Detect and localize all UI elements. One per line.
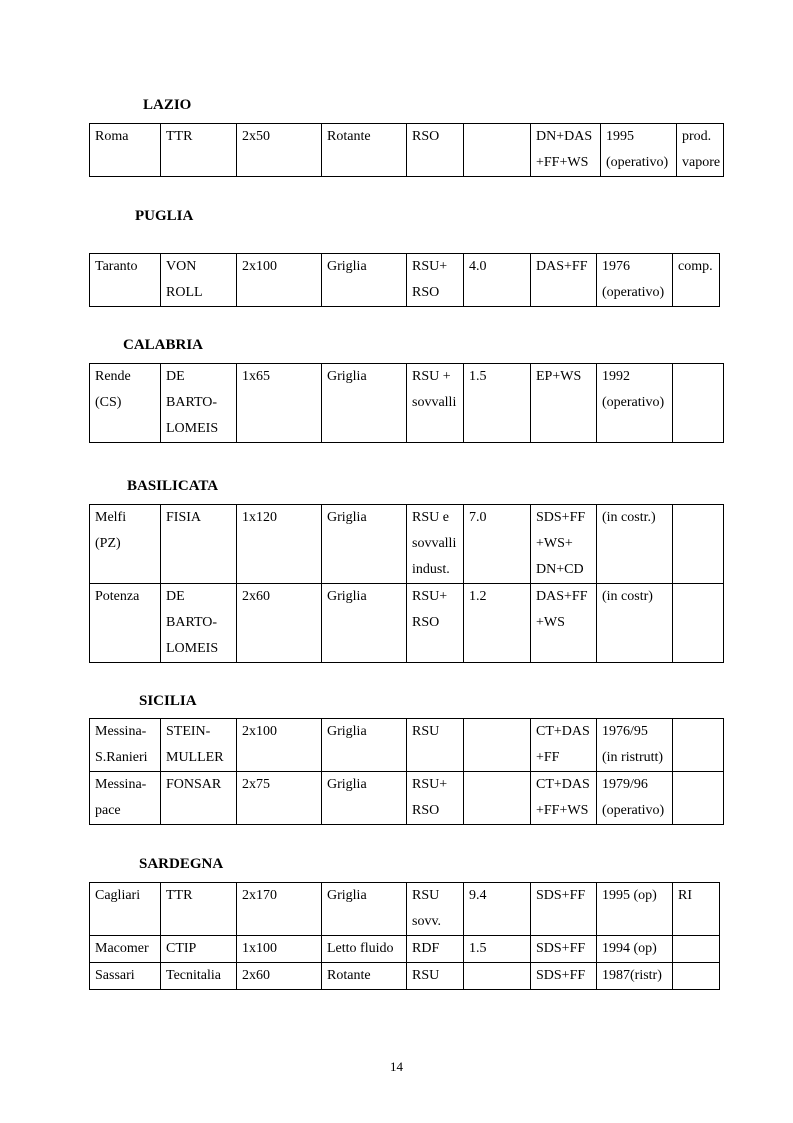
cell: 2x100 [237, 719, 322, 772]
cell: CTIP [161, 936, 237, 963]
cell: 1x100 [237, 936, 322, 963]
cell: FONSAR [161, 772, 237, 825]
cell: Griglia [322, 254, 407, 307]
cell [464, 719, 531, 772]
cell [673, 364, 724, 443]
cell: Tecnitalia [161, 963, 237, 990]
cell: 2x100 [237, 254, 322, 307]
cell: FISIA [161, 505, 237, 584]
cell: 1x65 [237, 364, 322, 443]
cell: Griglia [322, 505, 407, 584]
table-row [90, 772, 724, 825]
table-row [90, 364, 724, 443]
table-row [90, 254, 720, 307]
cell: Messina- pace [90, 772, 161, 825]
cell: SDS+FF +WS+ DN+CD [531, 505, 597, 584]
cell: Griglia [322, 364, 407, 443]
cell [673, 719, 724, 772]
cell: SDS+FF [531, 963, 597, 990]
table-sardegna [89, 882, 720, 990]
heading-basilicata: BASILICATA [127, 478, 219, 494]
cell: RDF [407, 936, 464, 963]
cell: Griglia [322, 584, 407, 663]
cell [673, 584, 724, 663]
cell [673, 505, 724, 584]
cell [464, 124, 531, 177]
cell: DAS+FF +WS [531, 584, 597, 663]
table-row [90, 719, 724, 772]
cell: RSU+ RSO [407, 584, 464, 663]
cell: (in costr.) [597, 505, 673, 584]
cell: TTR [161, 124, 237, 177]
cell: RSO [407, 124, 464, 177]
cell: 1995 (operativo) [601, 124, 677, 177]
cell: SDS+FF [531, 883, 597, 936]
cell: Cagliari [90, 883, 161, 936]
cell: 2x50 [237, 124, 322, 177]
cell: SDS+FF [531, 936, 597, 963]
cell: CT+DAS +FF [531, 719, 597, 772]
cell: Griglia [322, 772, 407, 825]
cell [464, 772, 531, 825]
cell: TTR [161, 883, 237, 936]
cell: RSU [407, 719, 464, 772]
cell: 1979/96 (operativo) [597, 772, 673, 825]
cell: RSU sovv. [407, 883, 464, 936]
cell: Potenza [90, 584, 161, 663]
cell: Taranto [90, 254, 161, 307]
page-number: 14 [390, 1059, 403, 1074]
cell: 1976 (operativo) [597, 254, 673, 307]
cell: Rende (CS) [90, 364, 161, 443]
table-row [90, 584, 724, 663]
cell: Rotante [322, 124, 407, 177]
cell: EP+WS [531, 364, 597, 443]
cell: DAS+FF [531, 254, 597, 307]
table-row [90, 883, 720, 936]
table-lazio [89, 123, 724, 177]
cell [464, 963, 531, 990]
table-row [90, 963, 720, 990]
cell: Roma [90, 124, 161, 177]
cell: 1.2 [464, 584, 531, 663]
cell: 2x170 [237, 883, 322, 936]
heading-sicilia: SICILIA [139, 693, 197, 709]
cell: 2x75 [237, 772, 322, 825]
heading-lazio: LAZIO [143, 97, 192, 113]
cell: VON ROLL [161, 254, 237, 307]
cell: 9.4 [464, 883, 531, 936]
cell: DN+DAS +FF+WS [531, 124, 601, 177]
heading-puglia: PUGLIA [135, 208, 194, 224]
cell: RSU+ RSO [407, 772, 464, 825]
cell: 7.0 [464, 505, 531, 584]
cell: 1987(ristr) [597, 963, 673, 990]
cell: Letto fluido [322, 936, 407, 963]
cell: RSU+ RSO [407, 254, 464, 307]
cell: (in costr) [597, 584, 673, 663]
cell: 4.0 [464, 254, 531, 307]
cell: prod. vapore [677, 124, 724, 177]
cell [673, 772, 724, 825]
cell: 2x60 [237, 584, 322, 663]
cell: Macomer [90, 936, 161, 963]
cell: Griglia [322, 719, 407, 772]
table-sicilia [89, 718, 724, 825]
cell: RSU [407, 963, 464, 990]
cell: RSU e sovvalli indust. [407, 505, 464, 584]
table-row [90, 124, 724, 177]
cell: 1992 (operativo) [597, 364, 673, 443]
table-puglia [89, 253, 720, 307]
heading-sardegna: SARDEGNA [139, 856, 224, 872]
cell: 1995 (op) [597, 883, 673, 936]
cell: comp. [673, 254, 720, 307]
cell: DE BARTO- LOMEIS [161, 364, 237, 443]
table-row [90, 505, 724, 584]
cell: Rotante [322, 963, 407, 990]
cell: CT+DAS +FF+WS [531, 772, 597, 825]
cell [673, 963, 720, 990]
cell: RI [673, 883, 720, 936]
cell: DE BARTO- LOMEIS [161, 584, 237, 663]
cell: Melfi (PZ) [90, 505, 161, 584]
cell: 1976/95 (in ristrutt) [597, 719, 673, 772]
cell [673, 936, 720, 963]
cell: Griglia [322, 883, 407, 936]
cell: STEIN- MULLER [161, 719, 237, 772]
cell: RSU + sovvalli [407, 364, 464, 443]
heading-calabria: CALABRIA [123, 337, 204, 353]
cell: 2x60 [237, 963, 322, 990]
cell: 1.5 [464, 936, 531, 963]
cell: Sassari [90, 963, 161, 990]
table-calabria [89, 363, 724, 443]
table-basilicata [89, 504, 724, 663]
cell: 1.5 [464, 364, 531, 443]
cell: 1x120 [237, 505, 322, 584]
table-row [90, 936, 720, 963]
cell: Messina- S.Ranieri [90, 719, 161, 772]
cell: 1994 (op) [597, 936, 673, 963]
